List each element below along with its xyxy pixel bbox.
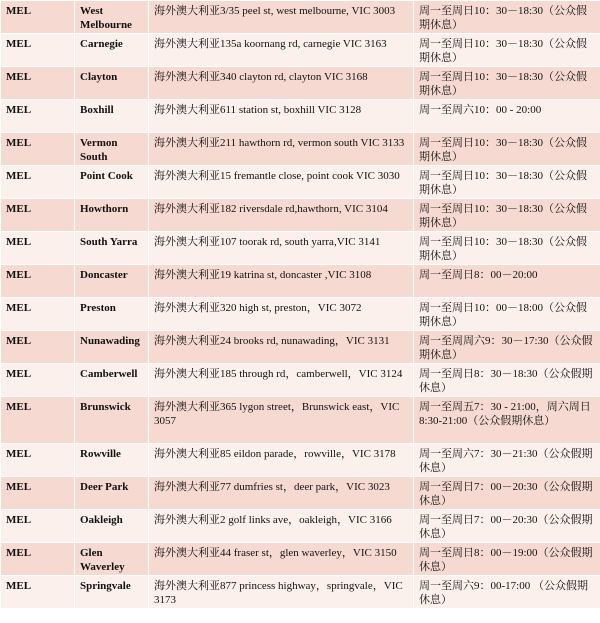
suburb-cell: Brunswick [75,397,149,444]
hours-cell: 周一至周日10：30－18:30（公众假期休息） [414,166,600,199]
region-cell: MEL [1,364,75,397]
address-cell: 海外澳大利亚320 high st, preston，VIC 3072 [149,298,414,331]
hours-cell: 周一至周日8：00－19:00（公众假期休息） [414,543,600,576]
region-cell: MEL [1,331,75,364]
hours-cell: 周一至周六9：00-17:00 （公众假期休息） [414,576,600,609]
table-row [1,510,600,543]
region-cell: MEL [1,477,75,510]
suburb-cell: Carnegie [75,34,149,67]
address-cell: 海外澳大利亚135a koornang rd, carnegie VIC 3163 [149,34,414,67]
hours-cell: 周一至周日10：30－18:30（公众假期休息） [414,67,600,100]
suburb-cell: Nunawading [75,331,149,364]
table-row [1,133,600,166]
hours-cell: 周一至周五7：30 - 21:00，周六周日8:30-21:00（公众假期休息） [414,397,600,444]
suburb-cell: Clayton [75,67,149,100]
address-cell: 海外澳大利亚365 lygon street，Brunswick east，VIC 3057 [149,397,414,444]
table-row [1,166,600,199]
table-row [1,100,600,133]
address-cell: 海外澳大利亚107 toorak rd, south yarra,VIC 3141 [149,232,414,265]
table-row [1,543,600,576]
hours-cell: 周一至周日8：30－18:30（公众假期休息） [414,364,600,397]
table-row [1,397,600,444]
table-row [1,576,600,609]
hours-cell: 周一至周日10：30－18:30（公众假期休息） [414,232,600,265]
address-cell: 海外澳大利亚3/35 peel st, west melbourne, VIC 3003 [149,1,414,34]
hours-cell: 周一至周日10：30－18:30（公众假期休息） [414,34,600,67]
table-row [1,34,600,67]
suburb-cell: Deer Park [75,477,149,510]
region-cell: MEL [1,100,75,133]
hours-cell: 周一至周六10：00 - 20:00 [414,100,600,133]
suburb-cell: Point Cook [75,166,149,199]
hours-cell: 周一至周日10：30－18:30（公众假期休息） [414,1,600,34]
region-cell: MEL [1,510,75,543]
table-row [1,1,600,34]
region-cell: MEL [1,232,75,265]
table-row [1,477,600,510]
suburb-cell: South Yarra [75,232,149,265]
region-cell: MEL [1,199,75,232]
hours-cell: 周一至周日7：00－20:30（公众假期休息） [414,477,600,510]
suburb-cell: Camberwell [75,364,149,397]
address-cell: 海外澳大利亚877 princess highway，springvale，VIC 3173 [149,576,414,609]
suburb-cell: Preston [75,298,149,331]
table-row [1,444,600,477]
suburb-cell: Springvale [75,576,149,609]
table-row [1,232,600,265]
address-cell: 海外澳大利亚340 clayton rd, clayton VIC 3168 [149,67,414,100]
address-cell: 海外澳大利亚19 katrina st, doncaster ,VIC 3108 [149,265,414,298]
table-row [1,298,600,331]
region-cell: MEL [1,67,75,100]
address-cell: 海外澳大利亚44 fraser st，glen waverley，VIC 3150 [149,543,414,576]
region-cell: MEL [1,166,75,199]
region-cell: MEL [1,133,75,166]
suburb-cell: Doncaster [75,265,149,298]
region-cell: MEL [1,397,75,444]
suburb-cell: Howthorn [75,199,149,232]
hours-cell: 周一至周六7：30－21:30（公众假期休息） [414,444,600,477]
hours-cell: 周一至周日10：30－18:30（公众假期休息） [414,199,600,232]
suburb-cell: Glen Waverley [75,543,149,576]
region-cell: MEL [1,34,75,67]
suburb-cell: Boxhill [75,100,149,133]
address-cell: 海外澳大利亚2 golf links ave，oakleigh，VIC 3166 [149,510,414,543]
table-row [1,67,600,100]
address-cell: 海外澳大利亚185 through rd，camberwell，VIC 3124 [149,364,414,397]
address-cell: 海外澳大利亚77 dumfries st，deer park，VIC 3023 [149,477,414,510]
region-cell: MEL [1,543,75,576]
hours-cell: 周一至周日10：00－18:00（公众假期休息） [414,298,600,331]
suburb-cell: Oakleigh [75,510,149,543]
hours-cell: 周一至周日8：00－20:00 [414,265,600,298]
address-cell: 海外澳大利亚611 station st, boxhill VIC 3128 [149,100,414,133]
hours-cell: 周一至周周六9：30－17:30（公众假期休息） [414,331,600,364]
table-row [1,265,600,298]
address-cell: 海外澳大利亚15 fremantle close, point cook VIC 3030 [149,166,414,199]
region-cell: MEL [1,298,75,331]
region-cell: MEL [1,444,75,477]
region-cell: MEL [1,1,75,34]
region-cell: MEL [1,265,75,298]
table-row [1,199,600,232]
address-cell: 海外澳大利亚211 hawthorn rd, vermon south VIC 3133 [149,133,414,166]
table-row [1,364,600,397]
suburb-cell: Rowville [75,444,149,477]
hours-cell: 周一至周日7：00－20:30（公众假期休息） [414,510,600,543]
address-cell: 海外澳大利亚24 brooks rd, nunawading，VIC 3131 [149,331,414,364]
table-row [1,331,600,364]
suburb-cell: Vermon South [75,133,149,166]
address-cell: 海外澳大利亚182 riversdale rd,hawthorn, VIC 3104 [149,199,414,232]
hours-cell: 周一至周日10：30－18:30（公众假期休息） [414,133,600,166]
address-cell: 海外澳大利亚85 eildon parade，rowville，VIC 3178 [149,444,414,477]
region-cell: MEL [1,576,75,609]
suburb-cell: West Melbourne [75,1,149,34]
